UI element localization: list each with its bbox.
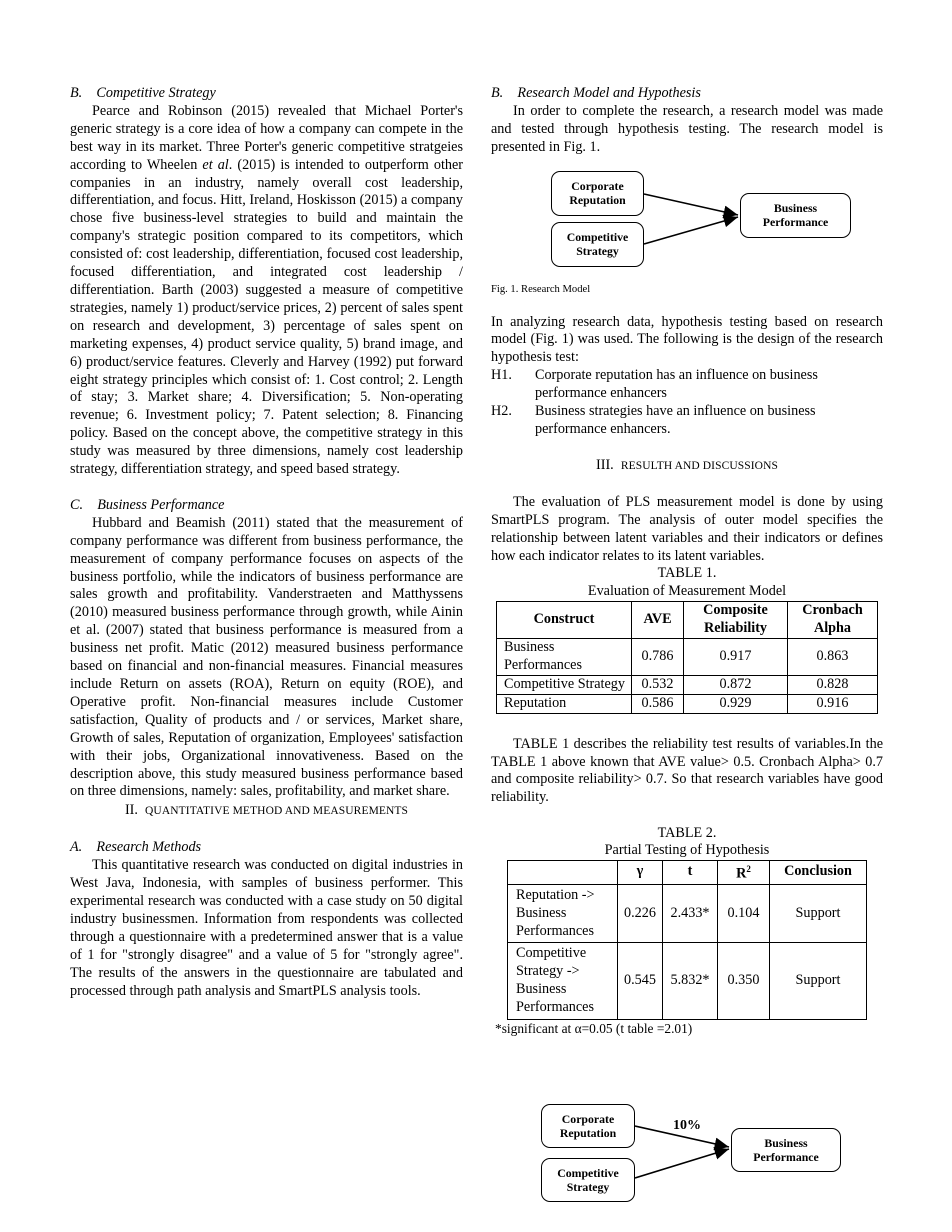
table-header-r-squared: $R^2$ bbox=[718, 861, 770, 885]
section-heading-research-model: B. Research Model and Hypothesis bbox=[491, 85, 701, 101]
table-header-row bbox=[497, 602, 878, 639]
table-cell: 0.104 bbox=[718, 884, 770, 943]
table-row bbox=[497, 675, 878, 694]
table-header-cell bbox=[508, 861, 618, 885]
section-heading-competitive-strategy: B. Competitive Strategy bbox=[70, 85, 216, 101]
table-header-conclusion: Conclusion bbox=[770, 861, 867, 885]
table-cell: 0.863 bbox=[788, 639, 878, 676]
section-heading-research-methods: A. Research Methods bbox=[70, 839, 202, 856]
table-cell: 5.832* bbox=[663, 943, 718, 1020]
table-cell: 2.433* bbox=[663, 884, 718, 943]
table-cell: Business Performances bbox=[497, 639, 632, 676]
table-cell: 0.545 bbox=[618, 943, 663, 1020]
section-heading-business-performance: C. Business Performance bbox=[70, 496, 225, 513]
table-header-cell: AVE bbox=[632, 602, 684, 639]
left-column bbox=[70, 85, 463, 1000]
business-performance-paragraph: Hubbard and Beamish (2011) stated that the measurement of company performance was different from business performance, the measurement of company performance focuses on aspects of the business portfolio, while the indicators of business performance are sales growth and profitability. Vanderstraeten and Matthyssens (2010) measured business performance through growth, while Ainin et al. (2007) stated that business performance is measured from a business net profit. Matic (2012) measured business performance based on financial and non-financial measures. Financial measures include Return on assets (ROA), Return on equity (ROE), and Operative profit. Non-financial measures include Customer satisfaction, Quality of products and / or services, Market share, Growth of sales, Reputation of organization, Employees' satisfaction with their jobs, Organizational innovativeness. Based on the description above, this study measured business performance based on three dimensions, namely: sales, profitability, and market share. bbox=[70, 514, 463, 800]
table-header-gamma: γ bbox=[618, 861, 663, 885]
table-2-title: Partial Testing of Hypothesis bbox=[604, 842, 770, 859]
research-model-paragraph: In order to complete the research, a research model was made and tested through hypothesis testing. The research model is presented in Fig. 1. bbox=[491, 102, 883, 155]
table-cell: Competitive Strategy -> Business Performances bbox=[508, 943, 618, 1020]
node-competitive-strategy: Competitive Strategy bbox=[541, 1158, 635, 1202]
hypothesis-h2: H2. Business strategies have an influence on business performance enhancers. bbox=[491, 403, 816, 437]
table-1-title: Evaluation of Measurement Model bbox=[587, 583, 787, 600]
table-cell: 0.916 bbox=[788, 694, 878, 713]
table-cell: 0.929 bbox=[684, 694, 788, 713]
table-row bbox=[508, 884, 867, 943]
table-cell: 0.226 bbox=[618, 884, 663, 943]
section-title-quantitative: II. QUANTITATIVE METHOD AND MEASUREMENTS bbox=[124, 802, 409, 819]
table-row bbox=[497, 694, 878, 713]
table-1-measurement-model bbox=[496, 601, 878, 713]
table-cell: 0.532 bbox=[632, 675, 684, 694]
arrow-strategy-to-performance bbox=[644, 217, 738, 244]
table-cell: Support bbox=[770, 943, 867, 1020]
research-methods-paragraph: This quantitative research was conducted on digital industries in West Java, Indonesia, with samples of business performer. This experimental research was conducted with a case study on 50 digital industry businessmen. Information from respondents was collected through a questionnaire with a predetermined answer that is a value of 1 for "strongly disagree" and a value of 5 for "strongly agree". The results of the answers in the questionnaire are tabulated and processed through path analysis and SmartPLS analysis tools. bbox=[70, 857, 463, 999]
table-row bbox=[497, 639, 878, 676]
figure-1-caption: Fig. 1. Research Model bbox=[491, 283, 591, 295]
table-cell: Support bbox=[770, 884, 867, 943]
table-1-label: TABLE 1. bbox=[657, 565, 717, 582]
table-cell: 0.872 bbox=[684, 675, 788, 694]
table-2-footnote: *significant at α=0.05 (t table =2.01) bbox=[495, 1021, 693, 1037]
right-column bbox=[491, 85, 883, 1038]
table-1-description-paragraph: TABLE 1 describes the reliability test results of variables.In the TABLE 1 above known that AVE value> 0.5. Cronbach Alpha> 0.7 and composite reliability> 0.7. So that research variables have good reliability. bbox=[491, 735, 883, 806]
table-header-row bbox=[508, 861, 867, 885]
table-2-label: TABLE 2. bbox=[657, 825, 717, 842]
figure-1-research-model bbox=[491, 171, 883, 283]
competitive-strategy-paragraph: Pearce and Robinson (2015) revealed that Michael Porter's generic strategy is a core idea of how a company can compete in the best way in its market. Three Porter's generic competitive stratgeies according to Wheelen et al. (2015) is intended to outperform other companies in an industry, namely overall cost leadership, differentiation, and focus. Hitt, Ireland, Hoskisson (2015) a company chose five business-level strategies to build and maintain the company's strategic position compared to its competitors, which consisted of: cost leadership, differentiation, focused cost leadership, focused differentiation, and integrated cost leadership / differentiation. Barth (2003) suggested a measure of competitive strategies, namely 1) product/service prices, 2) percent of sales spent on research and development, 3) percentage of sales spent on marketing expenses, 4) product service quality, 5) brand image, and 6) product/service features. Cleverly and Harvey (1992) put forward eight strategy principles which consist of: 1. Cost control; 2. Length of stay; 3. Market share; 4. Diversification; 5. Non-operating revenue; 6. Investment policy; 7. Patent selection; 8. Financing policy. Based on the concept above, the competitive strategy in this study was measured by three dimensions, namely cost leadership strategy, differentiation strategy, and speed based strategy. bbox=[70, 102, 463, 478]
evaluation-paragraph: The evaluation of PLS measurement model is done by using SmartPLS program. The analysis of outer model specifies the relationship between latent variables and their indicators or defines how each indicator relates to its latent variables. bbox=[491, 493, 883, 564]
table-cell: Competitive Strategy bbox=[497, 675, 632, 694]
table-2-hypothesis-testing bbox=[507, 860, 867, 1020]
arrow-reputation-to-performance bbox=[644, 194, 738, 215]
analysis-paragraph: In analyzing research data, hypothesis testing based on research model (Fig. 1) was used. The following is the design of the research hypothesis test: bbox=[491, 313, 883, 366]
hypothesis-h1: H1. Corporate reputation has an influence on business performance enhancers bbox=[491, 367, 818, 402]
node-business-performance: Business Performance bbox=[740, 193, 851, 238]
path-coefficient-label: 10% bbox=[673, 1118, 701, 1133]
table-cell: 0.586 bbox=[632, 694, 684, 713]
table-cell: Reputation -> Business Performances bbox=[508, 884, 618, 943]
table-cell: 0.917 bbox=[684, 639, 788, 676]
table-cell: 0.786 bbox=[632, 639, 684, 676]
arrow-strategy-to-performance bbox=[635, 1149, 729, 1178]
table-cell: Reputation bbox=[497, 694, 632, 713]
node-competitive-strategy: Competitive Strategy bbox=[551, 222, 644, 267]
table-cell: 0.828 bbox=[788, 675, 878, 694]
table-header-cell: Cronbach Alpha bbox=[788, 602, 878, 639]
table-row bbox=[508, 943, 867, 1020]
node-corporate-reputation: Corporate Reputation bbox=[551, 171, 644, 216]
section-title-results: III. RESULTH AND DISCUSSIONS bbox=[596, 456, 778, 473]
node-corporate-reputation: Corporate Reputation bbox=[541, 1104, 635, 1148]
figure-2-result-model bbox=[540, 1103, 845, 1203]
table-header-cell: Construct bbox=[497, 602, 632, 639]
table-cell: 0.350 bbox=[718, 943, 770, 1020]
node-business-performance: Business Performance bbox=[731, 1128, 841, 1172]
table-header-cell: Composite Reliability bbox=[684, 602, 788, 639]
table-header-t: t bbox=[663, 861, 718, 885]
